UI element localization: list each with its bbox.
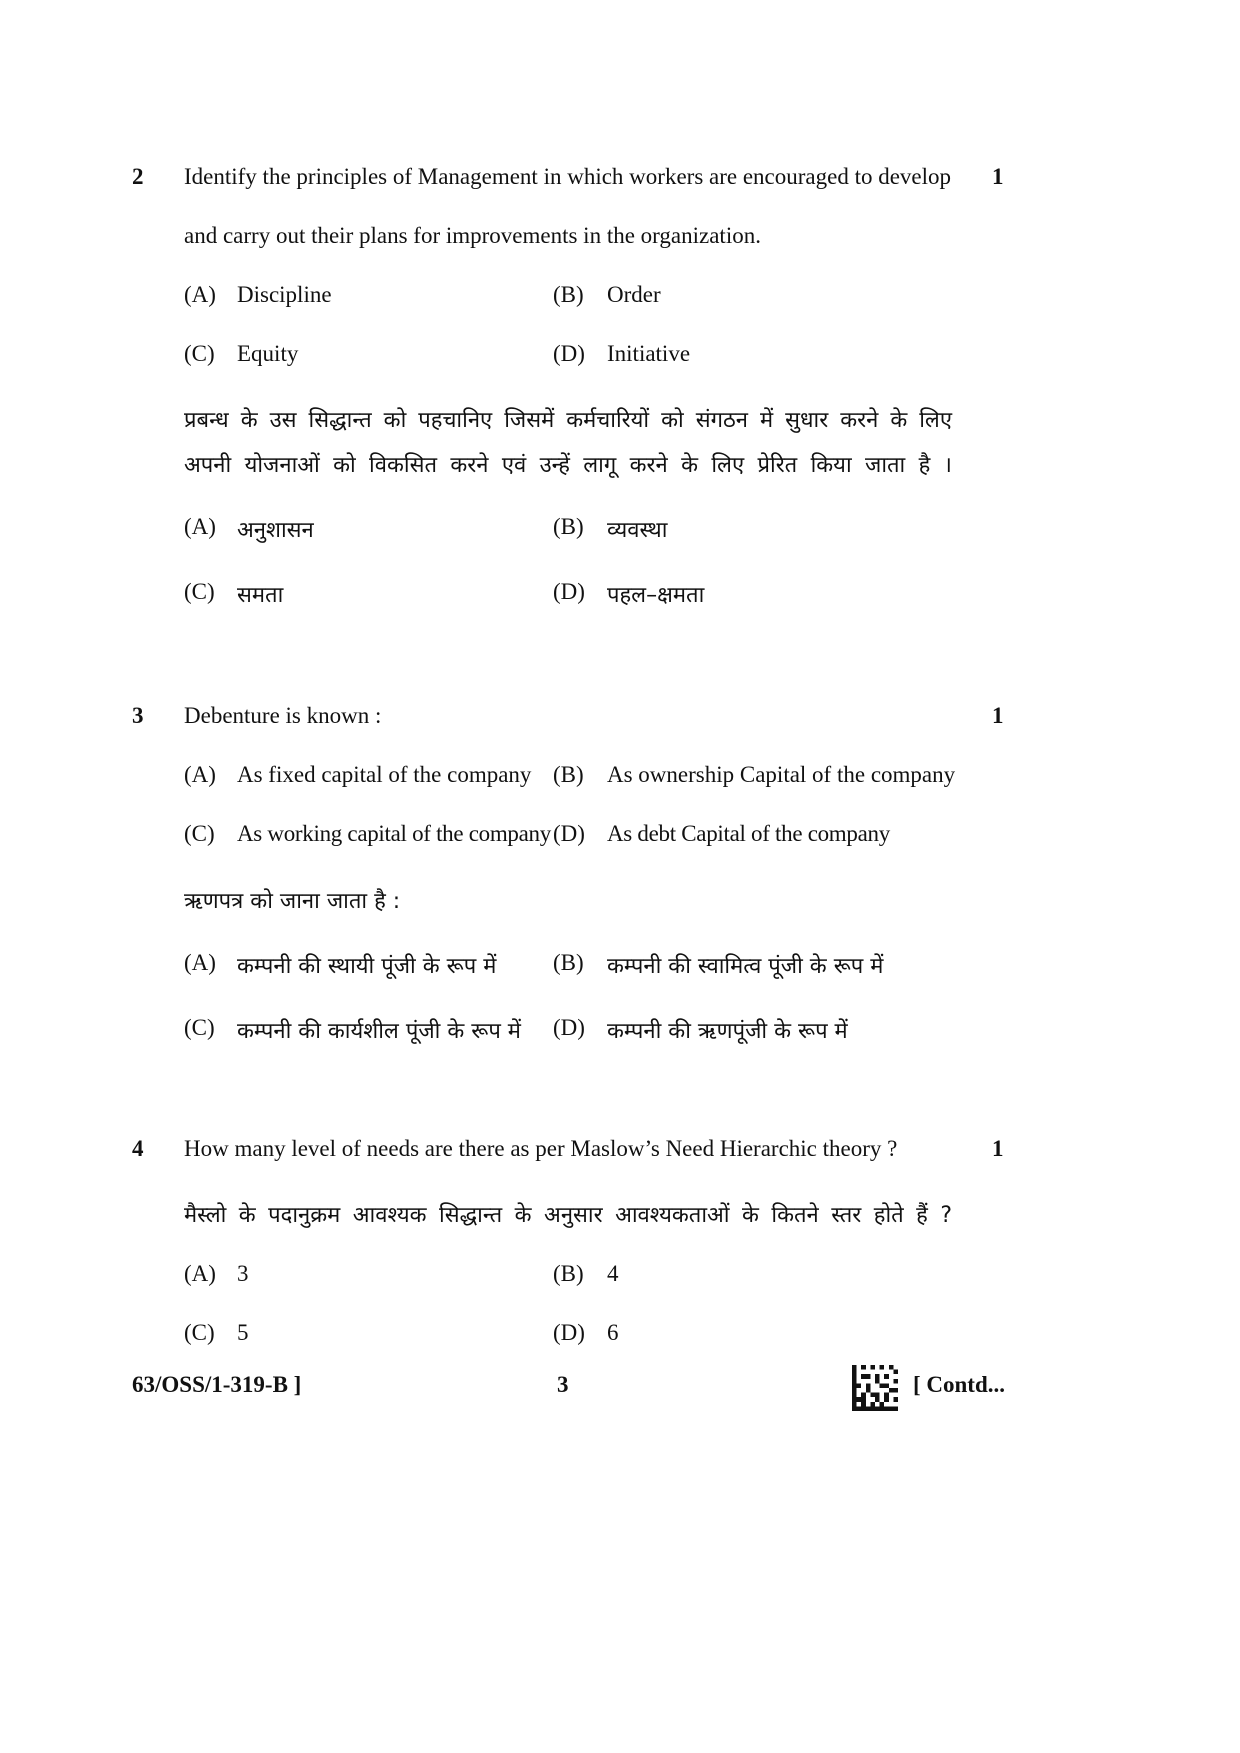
page-number: 3	[557, 1372, 569, 1397]
question-text-en: and carry out their plans for improvements in the organization.	[184, 223, 761, 248]
option-text: कम्पनी की ऋणपूंजी के रूप में	[607, 1019, 848, 1044]
question-text-hi: मैस्लो के पदानुक्रम आवश्यक सिद्धान्त के अनुसार आवश्यकताओं के कितने स्तर होते हैं ?	[184, 1203, 952, 1228]
option-letter: (D)	[553, 1320, 585, 1345]
question-text-en: Debenture is known :	[184, 703, 382, 728]
question-number: 4	[132, 1136, 144, 1161]
option-text: As debt Capital of the company	[607, 821, 890, 846]
question-text-en: Identify the principles of Management in which workers are encouraged to develop	[184, 164, 952, 189]
option-letter: (A)	[184, 282, 216, 307]
continued-label: [ Contd...	[913, 1372, 1006, 1397]
option-letter: (A)	[184, 1261, 216, 1286]
option-text: Equity	[237, 341, 299, 366]
option-letter: (B)	[553, 514, 584, 539]
option-letter: (C)	[184, 821, 215, 846]
option-text: 6	[607, 1320, 619, 1345]
option-letter: (A)	[184, 762, 216, 787]
option-text: अनुशासन	[237, 518, 314, 543]
option-text: व्यवस्था	[607, 518, 668, 543]
option-text: As fixed capital of the company	[237, 762, 532, 787]
option-text: कम्पनी की स्वामित्व पूंजी के रूप में	[607, 954, 884, 979]
option-letter: (B)	[553, 1261, 584, 1286]
option-text: Order	[607, 282, 661, 307]
option-text: 5	[237, 1320, 249, 1345]
option-text: 3	[237, 1261, 249, 1286]
option-letter: (C)	[184, 579, 215, 604]
option-text: Initiative	[607, 341, 691, 366]
paper-code: 63/OSS/1-319-B ]	[132, 1372, 302, 1397]
option-letter: (B)	[553, 950, 584, 975]
question-number: 3	[132, 703, 144, 728]
question-text-hi: अपनी योजनाओं को विकसित करने एवं उन्हें लागू करने के लिए प्रेरित किया जाता है ।	[184, 453, 952, 478]
option-letter: (D)	[553, 1015, 585, 1040]
option-text: Discipline	[237, 282, 332, 307]
question-marks: 1	[992, 1136, 1004, 1161]
question-text-hi: प्रबन्ध के उस सिद्धान्त को पहचानिए जिसमें कर्मचारियों को संगठन में सुधार करने के लिए	[184, 408, 952, 433]
option-text: पहल–क्षमता	[607, 583, 705, 608]
option-letter: (C)	[184, 341, 215, 366]
option-letter: (B)	[553, 762, 584, 787]
question-number: 2	[132, 164, 144, 189]
option-text: समता	[237, 583, 284, 608]
question-marks: 1	[992, 164, 1004, 189]
option-text: 4	[607, 1261, 619, 1286]
question-marks: 1	[992, 703, 1004, 728]
option-letter: (A)	[184, 950, 216, 975]
option-letter: (C)	[184, 1015, 215, 1040]
question-text-en: How many level of needs are there as per Maslow’s Need Hierarchic theory ?	[184, 1136, 898, 1161]
qr-code-icon	[852, 1365, 898, 1411]
option-letter: (D)	[553, 821, 585, 846]
option-text: कम्पनी की कार्यशील पूंजी के रूप में	[237, 1019, 521, 1044]
option-letter: (A)	[184, 514, 216, 539]
option-letter: (B)	[553, 282, 584, 307]
option-text: कम्पनी की स्थायी पूंजी के रूप में	[237, 954, 497, 979]
option-letter: (C)	[184, 1320, 215, 1345]
option-text: As ownership Capital of the company	[607, 762, 956, 787]
option-letter: (D)	[553, 341, 585, 366]
question-text-hi: ऋणपत्र को जाना जाता है :	[184, 889, 401, 914]
option-letter: (D)	[553, 579, 585, 604]
option-text: As working capital of the company	[237, 821, 551, 846]
